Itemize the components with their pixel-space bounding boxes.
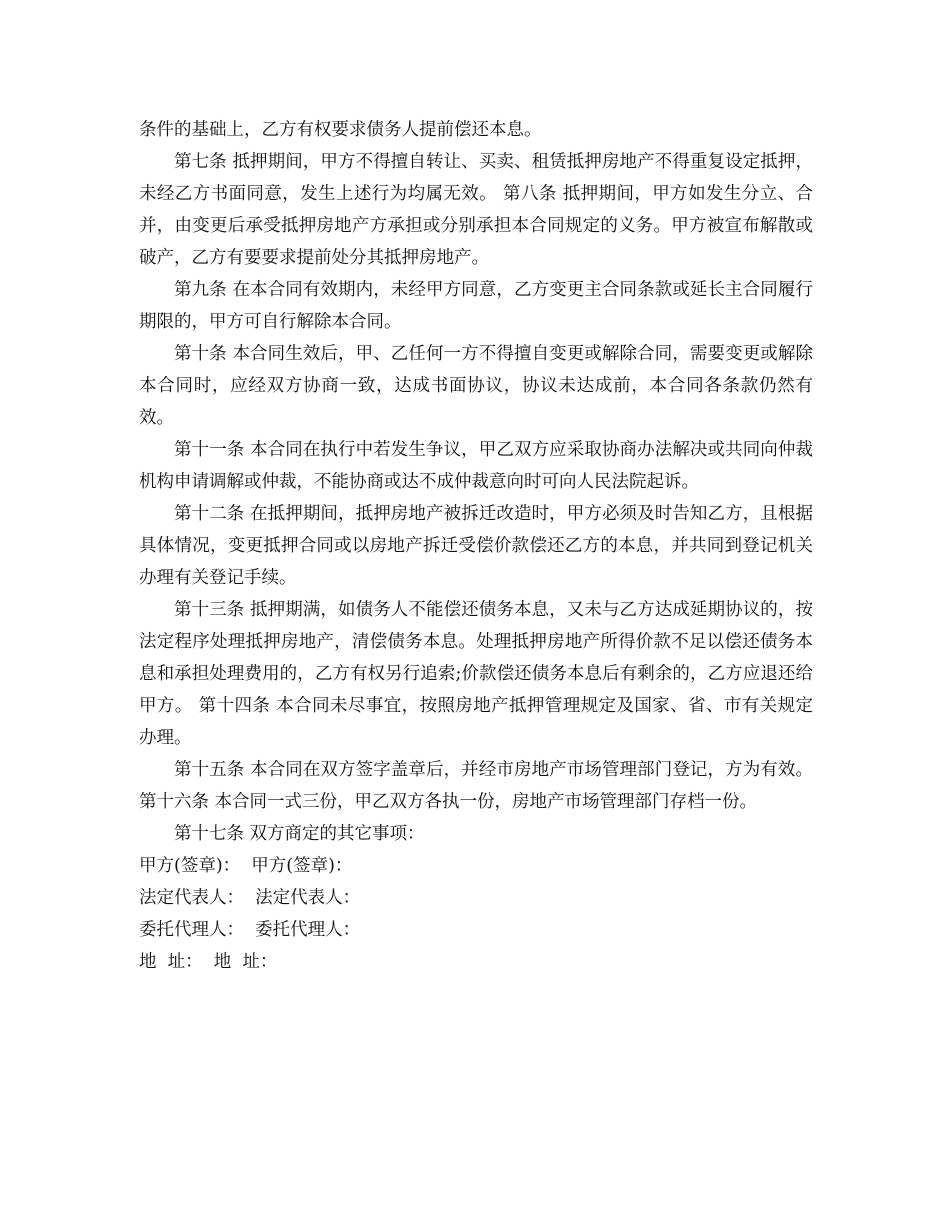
document-page	[139, 114, 813, 978]
paragraph-clause10: 第十条 本合同生效后，甲、乙任何一方不得擅自变更或解除合同，需要变更或解除本合同时，应经双方协商一致，达成书面协议，协议未达成前，本合同各条款仍然有效。	[139, 344, 813, 428]
signature-legal-rep-line: 法定代表人： 法定代表人：	[139, 888, 361, 908]
paragraph-clause17: 第十七条 双方商定的其它事项：	[174, 824, 425, 844]
paragraph-clause11: 第十一条 本合同在执行中若发生争议，甲乙双方应采取协商办法解决或共同向仲裁机构申请调解或仲裁，不能协商或达不成仲裁意向时可向人民法院起诉。	[139, 440, 813, 492]
paragraph-clause7-8: 第七条 抵押期间，甲方不得擅自转让、买卖、租赁抵押房地产不得重复设定抵押，未经乙方书面同意，发生上述行为均属无效。 第八条 抵押期间，甲方如发生分立、合并，由变更后承受抵押房地产方承担或分别承担本合同规定的义务。甲方被宣布解散或破产，乙方有要要求提前处分其抵押房地产。	[139, 152, 813, 268]
signature-party-line: 甲方(签章)： 甲方(签章)：	[139, 856, 353, 876]
paragraph-clause9: 第九条 在本合同有效期内，未经甲方同意，乙方变更主合同条款或延长主合同履行期限的，甲方可自行解除本合同。	[139, 280, 813, 332]
signature-agent-line: 委托代理人： 委托代理人：	[139, 920, 361, 940]
paragraph-clause12: 第十二条 在抵押期间，抵押房地产被拆迁改造时，甲方必须及时告知乙方，且根据具体情况，变更抵押合同或以房地产拆迁受偿价款偿还乙方的本息，并共同到登记机关办理有关登记手续。	[139, 504, 813, 588]
paragraph-clause13-14: 第十三条 抵押期满，如债务人不能偿还债务本息，又未与乙方达成延期协议的，按法定程序处理抵押房地产，清偿债务本息。处理抵押房地产所得价款不足以偿还债务本息和承担处理费用的，乙方有权另行追索;价款偿还债务本息后有剩余的，乙方应退还给甲方。 第十四条 本合同未尽事宜，按照房地产抵押管理规定及国家、省、市有关规定办理。	[139, 600, 813, 748]
paragraph-clause15-16: 第十五条 本合同在双方签字盖章后，并经市房地产市场管理部门登记，方为有效。 第十六条 本合同一式三份，甲乙双方各执一份，房地产市场管理部门存档一份。	[139, 760, 813, 812]
paragraph-clause6-end: 条件的基础上，乙方有权要求债务人提前偿还本息。	[139, 120, 542, 140]
signature-address-line: 地 址： 地 址：	[139, 952, 278, 972]
